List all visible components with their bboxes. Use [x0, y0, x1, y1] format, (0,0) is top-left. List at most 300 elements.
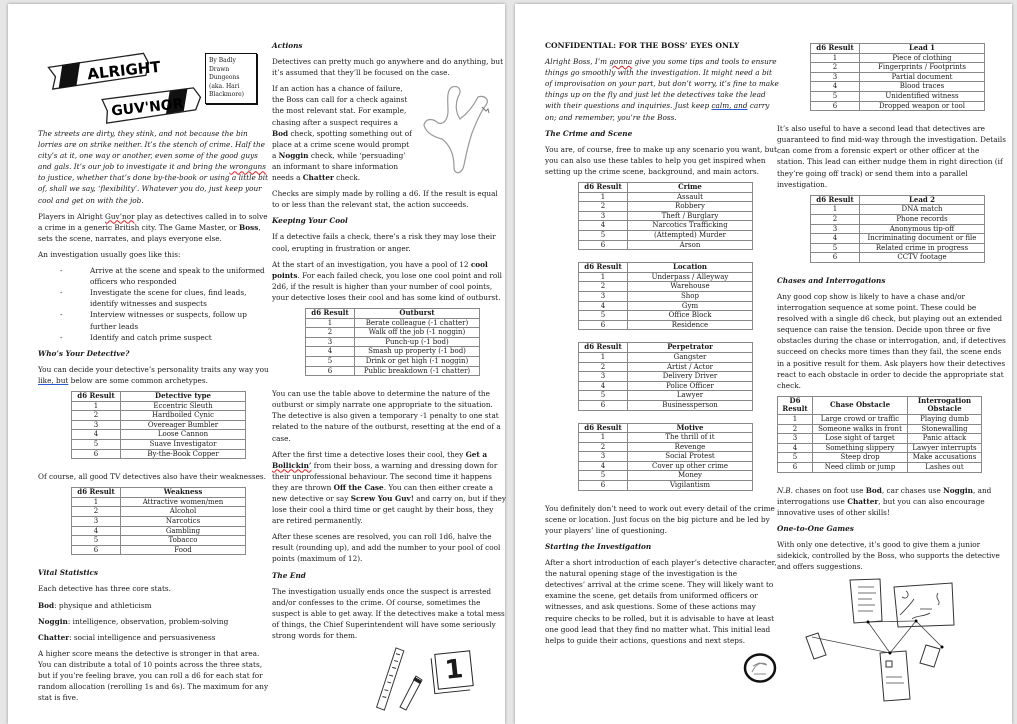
table-row [811, 53, 985, 63]
table-cell: Residence [628, 320, 753, 330]
text-run: carry on; and remember, you’re the Boss. [545, 101, 770, 122]
table-cell: 1 [778, 415, 813, 425]
text-run: check, while ‘persuading’ an informant to share information needs a [272, 150, 406, 183]
table-row [72, 401, 246, 411]
table-cell: 4 [579, 221, 628, 231]
table-cell: 5 [579, 391, 628, 401]
table-cell: 2 [306, 328, 355, 338]
table-header-row [811, 44, 985, 54]
text-run: . You can then either create a new detective or say [272, 482, 493, 503]
bold-term: Bod [865, 485, 882, 495]
marked-text: like, but [38, 375, 69, 385]
table-row [579, 362, 753, 372]
table-row [778, 424, 982, 434]
table-cell: 3 [579, 291, 628, 301]
author-credit: By Badly Drawn Dungeons (aka. Hari Blackmore) [205, 53, 257, 104]
table-cell: 4 [778, 443, 813, 453]
table-cell: Panic attack [908, 434, 982, 444]
table-row [72, 497, 246, 507]
table-cell: 2 [778, 424, 813, 434]
list-item: - Arrive at the scene and speak to the uniformed officers who responded [38, 265, 270, 287]
table-cell: 3 [72, 517, 121, 527]
table-cell: Smash up property (-1 bod) [355, 347, 480, 357]
table-cell: Piece of clothing [860, 53, 985, 63]
table-cell: 2 [579, 442, 628, 452]
table-crime [578, 182, 753, 250]
table-cell: 6 [579, 240, 628, 250]
column-header: d6 Result [811, 195, 860, 205]
text-run: The investigation usually ends once the suspect is arrested and/or confesses to the crime. Of course, sometimes the suspect is able to get away. If the detectives make a total mess of things, the Chief Superintendent will have some seriously strong words for them. [272, 586, 505, 640]
table-cell: Social Protest [628, 452, 753, 462]
table-cell: 1 [811, 205, 860, 215]
table-cell: Narcotics Trafficking [628, 221, 753, 231]
table-cell: 4 [811, 234, 860, 244]
table-cell: Food [121, 545, 246, 555]
table-row [579, 272, 753, 282]
logo-line-1: ALRIGHT [86, 57, 162, 84]
paragraph [272, 188, 506, 210]
table-row [579, 301, 753, 311]
table-cell: Unidentified witness [860, 91, 985, 101]
column-header: Motive [628, 423, 753, 433]
list-item: - Interview witnesses or suspects, follow up further leads [38, 309, 270, 331]
table-cell: 5 [306, 356, 355, 366]
paragraph [38, 128, 270, 206]
table-header-row [579, 423, 753, 433]
logo-badge-icon [743, 652, 777, 684]
paragraph [777, 123, 1009, 190]
table-cell: Theft / Burglary [628, 211, 753, 221]
table-row [811, 101, 985, 111]
table-row [811, 205, 985, 215]
table-header-row [72, 391, 246, 401]
table-cell: 5 [579, 231, 628, 241]
table-row [72, 507, 246, 517]
table-row [579, 291, 753, 301]
table-cell: 5 [72, 536, 121, 546]
table-header-row [579, 343, 753, 353]
evidence-group [372, 646, 482, 714]
column-header: Crime [628, 183, 753, 193]
table-cell: 5 [579, 311, 628, 321]
column-header: d6 Result [579, 343, 628, 353]
page-2-column-2 [777, 43, 1009, 702]
section-heading: Who’s Your Detective? [38, 348, 130, 358]
table-row [72, 545, 246, 555]
text-run: Alright Boss, I’m [545, 57, 610, 67]
table-cell: 1 [579, 433, 628, 443]
table-perpetrator [578, 342, 753, 410]
text-run: After these scenes are resolved, you can roll 1d6, halve the result (rounding up), and add the number to your pool of cool points (maximum of 12). [272, 532, 501, 564]
bold-term: Boss [239, 222, 259, 232]
table-header-row [811, 195, 985, 205]
table-cell: Need climb or jump [813, 462, 908, 472]
table-header-row [778, 396, 982, 414]
table-row [72, 439, 246, 449]
table-cell: 6 [72, 545, 121, 555]
text-run: , sets the scene, narrates, and plays everyone else. [38, 222, 261, 243]
table-cell: DNA match [860, 205, 985, 215]
table-interrogation-obstacle [777, 396, 982, 473]
bold-term: Noggin [943, 485, 973, 495]
text-run: You can decide your detective’s personality traits any way you [38, 364, 269, 374]
table-row [579, 471, 753, 481]
column-header: Chase Obstacle [813, 396, 908, 414]
text-run: Of course, all good TV detectives also have their weaknesses. [38, 472, 266, 482]
table-row [778, 443, 982, 453]
column-header: Outburst [355, 308, 480, 318]
table-row [579, 231, 753, 241]
table-row [811, 234, 985, 244]
table-cell: 2 [811, 214, 860, 224]
table-cell: (Attempted) Murder [628, 231, 753, 241]
table-row [778, 415, 982, 425]
marked-text: calm, and [711, 101, 748, 111]
table-cell: Cover up other crime [628, 461, 753, 471]
table-row [72, 420, 246, 430]
section-heading: One-to-One Games [777, 523, 854, 533]
paragraph [777, 485, 1009, 518]
table-row [579, 391, 753, 401]
page-title: CONFIDENTIAL: FOR THE BOSS’ EYES ONLY [545, 41, 740, 50]
text-run: If an action has a chance of failure, the Boss can call for a check against the most relevant stat. For example, chasing after a suspect requires a [272, 84, 408, 127]
table-cell: Playing dumb [908, 415, 982, 425]
alright-guvnor-logo [45, 50, 205, 128]
text-run: With only one detective, it’s good to give them a junior sidekick, controlled by the Boss, who supports the detective and offers suggestions. [777, 539, 1000, 572]
text-run: Each detective has three core stats. [38, 584, 171, 594]
text-run: It’s also useful to have a second lead that detectives are guaranteed to find mid-way through the investigation. Details can come from a forensic expert or other officer at the station. This lead can either nudge them in right direction (if they’re going off track) or send them into a parallel investigation. [777, 124, 1006, 189]
column-header: d6 Result [579, 423, 628, 433]
table-row [811, 91, 985, 101]
table-lead-2 [810, 195, 985, 263]
table-cell: 6 [579, 320, 628, 330]
column-header: Lead 1 [860, 44, 985, 54]
page-2-column-1 [545, 40, 779, 684]
table-cell: Artist / Actor [628, 362, 753, 372]
table-cell: Incriminating document or file [860, 234, 985, 244]
table-row [579, 461, 753, 471]
text-run: Checks are simply made by rolling a d6. If the result is equal to or less than the relevant stat, the action succeeds. [272, 189, 498, 210]
table-cell: 3 [72, 420, 121, 430]
table-cell: 2 [72, 411, 121, 421]
text-run: , car chases use [881, 485, 944, 495]
text-run: Players in Alright [38, 211, 105, 221]
text-run: : physique and athleticism [54, 600, 152, 610]
column-header: Lead 2 [860, 195, 985, 205]
table-cell: Phone records [860, 214, 985, 224]
table-row [579, 211, 753, 221]
bold-term: Bollickin’ [272, 460, 312, 470]
table-row [579, 442, 753, 452]
table-cell: Something slippery [813, 443, 908, 453]
table-row [778, 462, 982, 472]
table-cell: 3 [811, 72, 860, 82]
text-run: Detectives can pretty much go anywhere and do anything, but it’s assumed that they’ll be focused on the case. [272, 57, 504, 78]
table-row [579, 352, 753, 362]
table-cell: 2 [579, 282, 628, 292]
paragraph [272, 449, 506, 527]
paragraph [545, 503, 779, 536]
text-run: Any good cop show is likely to have a chase and/or interrogation sequence at some point. These could be resolved with a single d6 check, but playing out an extended sequence can raise the tension. Decide upon three or five obstacles during the chase or interrogation, and, if detectives succeed on checks more times than they fail, the scene ends in a positive result for them. Ask players how their detectives react to each obstacle in order to decide the appropriate stat check. [777, 291, 1006, 390]
table-header-row [579, 263, 753, 273]
table-cell: Berate colleague (-1 chatter) [355, 318, 480, 328]
text-run: , and interrogations use [777, 485, 992, 506]
table-cell: 6 [72, 449, 121, 459]
table-cell: 1 [72, 497, 121, 507]
table-cell: Punch-up (-1 bod) [355, 337, 480, 347]
table-cell: Eccentric Sleuth [121, 401, 246, 411]
table-cell: 4 [306, 347, 355, 357]
column-header: Interrogation Obstacle [908, 396, 982, 414]
paragraph [38, 249, 270, 260]
table-cell: 2 [579, 202, 628, 212]
table-row [579, 202, 753, 212]
text-run: check. [333, 173, 361, 183]
table-cell: Large crowd or traffic [813, 415, 908, 425]
table-cell: Gym [628, 301, 753, 311]
marked-text: Guv’nor [105, 211, 135, 221]
paragraph [38, 648, 270, 703]
table-cell: 4 [811, 82, 860, 92]
section-heading: Vital Statistics [38, 568, 99, 578]
table-location [578, 262, 753, 330]
text-run: The streets are dirty, they stink, and not because the bin lorries are on strike neither. It’s the stench of crime. Half the city’s at it, one way or another, even some of the good guys and gals. It’s our job to investigate it and bring the [38, 129, 265, 172]
table-cell: Related crime in progress [860, 243, 985, 253]
column-header: Weakness [121, 488, 246, 498]
table-cell: 3 [579, 211, 628, 221]
table-cell: By-the-Book Copper [121, 449, 246, 459]
table-row [811, 243, 985, 253]
paragraph [272, 586, 506, 641]
paragraph [272, 259, 506, 303]
table-row [72, 517, 246, 527]
paragraph [545, 144, 779, 177]
table-row [306, 328, 480, 338]
table-cell: 6 [306, 366, 355, 376]
table-cell: Lose sight of target [813, 434, 908, 444]
table-cell: Public breakdown (-1 chatter) [355, 366, 480, 376]
table-detective-type [71, 391, 246, 459]
table-header-row [306, 308, 480, 318]
text-run: below are some common archetypes. [68, 375, 208, 385]
table-cell: Underpass / Alleyway [628, 272, 753, 282]
table-cell: 3 [579, 452, 628, 462]
paragraph [38, 616, 270, 627]
table-row [72, 536, 246, 546]
bold-term: Chatter [847, 496, 879, 506]
table-cell: Tobacco [121, 536, 246, 546]
section-heading: Starting the Investigation [545, 541, 652, 551]
bold-term: Chatter [38, 632, 70, 642]
table-cell: Warehouse [628, 282, 753, 292]
column-header: d6 Result [72, 391, 121, 401]
table-row [579, 221, 753, 231]
table-cell: Gangster [628, 352, 753, 362]
table-row [811, 72, 985, 82]
text-run: At the start of an investigation, you have a pool of 12 [272, 259, 471, 269]
evidence-board-icon [802, 577, 962, 702]
table-cell: 5 [811, 91, 860, 101]
table-cell: 1 [579, 192, 628, 202]
table-cell: Shop [628, 291, 753, 301]
text-run: give you some tips and tools to ensure things go smoothly with the investigation. It might need a bit of improvisation on your part, but don’t worry, it’s fine to make things up on the fly and just let the detectives take the lead with their questions and inquiries. Just keep [545, 57, 779, 111]
paragraph [777, 291, 1009, 391]
evidence-marker-icon: 1 [434, 650, 474, 690]
table-cell: 1 [811, 53, 860, 63]
section-heading: Actions [272, 41, 303, 50]
table-cell: Walk off the job (-1 noggin) [355, 328, 480, 338]
table-row [579, 240, 753, 250]
table-cell: 4 [579, 461, 628, 471]
table-motive [578, 423, 753, 491]
paragraph [545, 557, 779, 646]
table-row [579, 433, 753, 443]
table-row [811, 63, 985, 73]
table-row [72, 430, 246, 440]
paragraph [777, 539, 1009, 572]
table-row [306, 337, 480, 347]
table-row [579, 320, 753, 330]
text-run: : social intelligence and persuasiveness [69, 632, 216, 642]
table-cell: 2 [579, 362, 628, 372]
text-run: and carry on, but if they lose their cool a third time or get caught by their boss, they are retired permanently. [272, 493, 506, 526]
table-cell: Blood traces [860, 82, 985, 92]
table-cell: Narcotics [121, 517, 246, 527]
table-cell: Someone walks in front [813, 424, 908, 434]
paragraph [38, 471, 270, 482]
table-cell: Lawyer [628, 391, 753, 401]
table-row [72, 411, 246, 421]
table-cell: Office Block [628, 311, 753, 321]
table-row [72, 526, 246, 536]
table-row [579, 381, 753, 391]
table-cell: Dropped weapon or tool [860, 101, 985, 111]
table-row [811, 214, 985, 224]
table-cell: 6 [811, 101, 860, 111]
table-row [811, 253, 985, 263]
bold-term: Bod [272, 128, 289, 138]
table-cell: 6 [579, 481, 628, 491]
column-header: d6 Result [306, 308, 355, 318]
evidence-pen-icon [398, 674, 428, 714]
table-cell: 3 [306, 337, 355, 347]
table-cell: Drink or get high (-1 noggin) [355, 356, 480, 366]
table-cell: Businessperson [628, 400, 753, 410]
table-row [579, 282, 753, 292]
paragraph [272, 531, 506, 564]
text-run: You are, of course, free to make up any scenario you want, but you can also use these tables to help you get inspired when setting up the crime scene, background, and main actors. [545, 144, 777, 176]
table-cell: CCTV footage [860, 253, 985, 263]
column-header: d6 Result [579, 183, 628, 193]
table-row [579, 311, 753, 321]
table-outburst [305, 308, 480, 376]
table-cell: Stonewalling [908, 424, 982, 434]
table-cell: 1 [72, 401, 121, 411]
text-run: After the first time a detective loses their cool, they [272, 449, 466, 459]
table-row [778, 453, 982, 463]
bold-term: Bod [38, 600, 55, 610]
text-run: , but you can also encourage innovative uses of other skills! [777, 496, 985, 517]
section-heading: The End [272, 570, 306, 580]
table-cell: 4 [72, 526, 121, 536]
table-cell: 3 [811, 224, 860, 234]
bold-term: Screw You Guv! [350, 493, 414, 503]
paragraph [38, 583, 270, 594]
table-cell: Loose Cannon [121, 430, 246, 440]
table-row [778, 434, 982, 444]
table-cell: 2 [811, 63, 860, 73]
column-header: d6 Result [579, 263, 628, 273]
text-run: : intelligence, observation, problem-solving [67, 616, 229, 626]
table-cell: Overeager Bumbler [121, 420, 246, 430]
table-cell: 5 [72, 439, 121, 449]
paragraph [272, 231, 506, 253]
table-cell: Fingerprints / Footprints [860, 63, 985, 73]
table-cell: Robbery [628, 202, 753, 212]
table-row [811, 224, 985, 234]
table-cell: Lashes out [908, 462, 982, 472]
text-run: You can use the table above to determine the nature of the outburst or simply narrate one appropriate to the situation. The detective is also given a temporary -1 penalty to one stat related to the nature of the outburst, resetting at the end of a case. [272, 389, 501, 443]
table-cell: 1 [579, 352, 628, 362]
text-run: You definitely don’t need to work out every detail of the crime scene or location. Just focus on the big picture and be led by your players’ line of questioning. [545, 503, 775, 535]
page-1-column-2 [272, 40, 506, 714]
table-cell: Make accusations [908, 453, 982, 463]
table-row [72, 449, 246, 459]
table-cell: Gambling [121, 526, 246, 536]
text-run: play as detectives called in to solve a crime in a generic British city. The Game Master, or [38, 211, 268, 232]
table-cell: 1 [306, 318, 355, 328]
table-header-row [579, 183, 753, 193]
table-cell: 2 [72, 507, 121, 517]
table-header-row [72, 488, 246, 498]
table-row [579, 372, 753, 382]
paragraph [545, 56, 779, 123]
column-header: D6 Result [778, 396, 813, 414]
text-run: from their boss, a warning and dressing down for their unprofessional behaviour. The second time it happens they are thrown [272, 460, 498, 492]
logo-line-2: GUV'NOR [110, 96, 185, 120]
paragraph [272, 388, 506, 443]
text-run: After a short introduction of each player’s detective character, the natural opening stage of the investigation is the detectives’ arrival at the crime scene. They will likely want to examine the scene, get details from uniformed officers or witnesses, and ask questions. Some of these actions may require checks to be rolled, but it is advisable to have at least one good lead that they find no matter what. This initial lead helps to guide their actions, questions and next steps. [545, 558, 777, 645]
page-1-column-1 [38, 128, 270, 708]
table-cell: Assault [628, 192, 753, 202]
table-cell: The thrill of it [628, 433, 753, 443]
table-cell: 3 [778, 434, 813, 444]
column-header: Perpetrator [628, 343, 753, 353]
paragraph [38, 632, 270, 643]
text-run: to justice, whether that’s done by-the-book or using a little bit of, shall we say, ‘flexibility’. Whatever you do, just keep your cool and get on with the job. [38, 173, 269, 205]
table-row [306, 347, 480, 357]
text-run: chases on foot use [792, 485, 866, 495]
text-run: check, spotting something out of place at a crime scene would prompt a [272, 128, 412, 160]
table-cell: 6 [811, 253, 860, 263]
table-cell: Money [628, 471, 753, 481]
section-heading: The Crime and Scene [545, 128, 633, 138]
table-row [811, 82, 985, 92]
marked-text: wronguns [229, 162, 266, 172]
table-cell: Lawyer interrupts [908, 443, 982, 453]
bullet-list [38, 265, 270, 343]
table-cell: Hardboiled Cynic [121, 411, 246, 421]
table-row [306, 318, 480, 328]
table-cell: 3 [579, 372, 628, 382]
paragraph [38, 364, 270, 386]
table-cell: 5 [579, 471, 628, 481]
table-cell: 6 [579, 400, 628, 410]
table-cell: Vigilantism [628, 481, 753, 491]
text-run: An investigation usually goes like this: [38, 249, 181, 259]
chalk-outline-icon [420, 83, 500, 178]
bold-term: Noggin [38, 616, 68, 626]
